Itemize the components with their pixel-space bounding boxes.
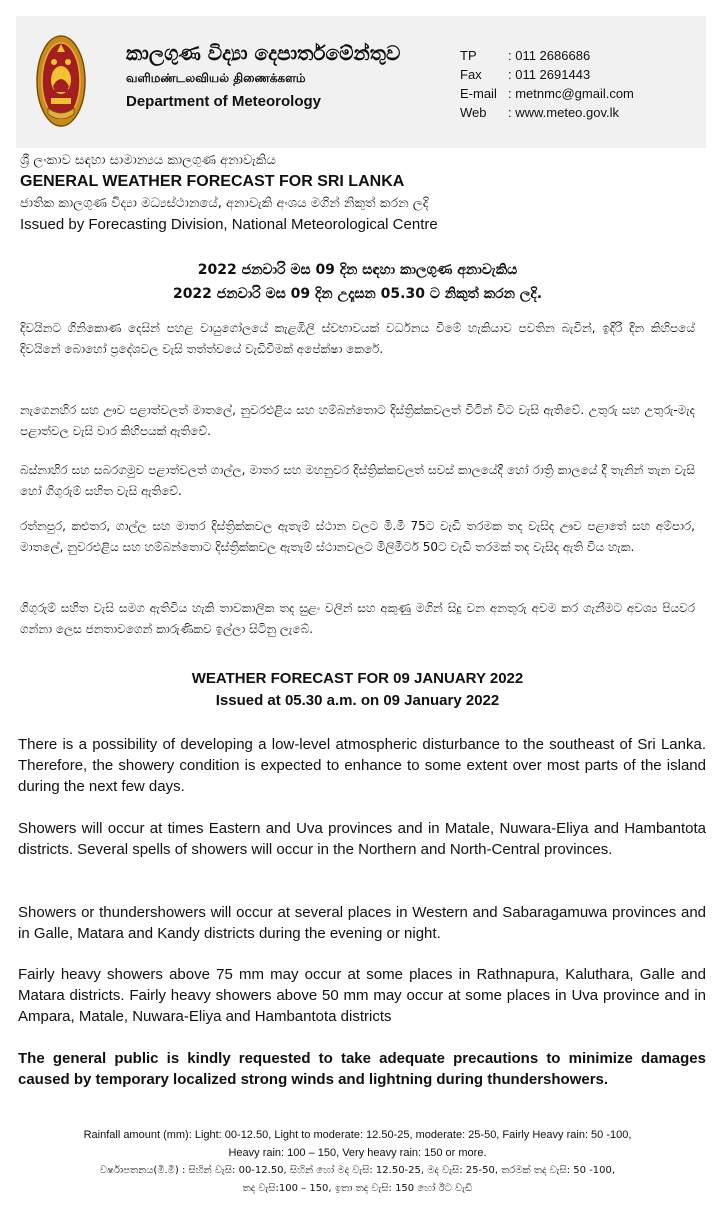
agency-name-tamil: வளிமண்டலவியல் திணைக்களம் — [126, 71, 306, 85]
issuer-sinhala: ජාතික කාලගුණ විද්‍යා මධ්‍යස්ථානයේ, අනාවැකි අංශය මගින් නිකුත් කරන ලදි — [20, 196, 429, 211]
rainfall-legend — [20, 1126, 695, 1198]
english-paragraph-4: Fairly heavy showers above 75 mm may occur at some places in Rathnapura, Kaluthara, Galle and Matara districts. Fairly heavy showers above 50 mm may occur at some places in Uva province and in Ampara, Matale, Nuwara-Eliya and Hambantota districts — [18, 966, 706, 1025]
english-forecast-heading — [20, 668, 695, 712]
letterhead — [16, 16, 706, 148]
contact-label: TP — [460, 48, 477, 63]
title-sinhala: ශ්‍රී ලංකාව සඳහා සාමාන්‍යය කාලගුණ අනාවැකිය — [20, 153, 276, 168]
rainfall-legend-english-1: Rainfall amount (mm): Light: 00-12.50, Light to moderate: 12.50-25, moderate: 25-50, Fairly Heavy rain: 50 -100, — [83, 1129, 632, 1141]
sinhala-paragraph-3: බස්නාහිර සහ සබරගමුව පළාත්වලත් ගාල්ල, මාතර සහ මහනුවර දිස්ත්‍රික්කවලත් සවස් කාලයේදී හෝ රාත්‍රි කාලයේ දී තැනින් තැන වැසි හෝ ගිගුරුම් සහිත වැසි ඇතිවේ. — [20, 463, 695, 498]
sinhala-paragraph-4: රත්නපුර, කළුතර, ගාල්ල සහ මාතර දිස්ත්‍රික්කවල ඇතැම් ස්ථාන වලට මි.මී 75ට වැඩි තරමක තද වැසිද ඌව පළාතේ සහ අම්පාර, මාතලේ, නුවරඑළිය සහ හම්බන්තොට දිස්ත්‍රික්කවල ඇතැම් ස්ථානවලට මිලිමීටර් 50ට වැඩි තරමක් තද වැසිද ඇති විය හැක. — [20, 519, 695, 554]
rainfall-legend-english-2: Heavy rain: 100 – 150, Very heavy rain: 150 or more. — [228, 1147, 487, 1159]
english-heading-issued: Issued at 05.30 a.m. on 09 January 2022 — [215, 692, 500, 709]
title-english: GENERAL WEATHER FORECAST FOR SRI LANKA — [20, 173, 405, 190]
contact-row-web — [460, 103, 634, 122]
sri-lanka-emblem-icon — [36, 34, 86, 128]
agency-name-sinhala: කාලගුණ විද්‍යා දෙපාර්තමේන්තුව — [126, 41, 401, 65]
phone-number: : 011 2686686 — [508, 48, 591, 63]
contact-label: E-mail — [460, 86, 497, 101]
contact-row-fax — [460, 65, 634, 84]
document-title-block — [20, 150, 700, 236]
contact-label: Fax — [460, 67, 482, 82]
sinhala-paragraph-1: දිවයිනට ගිනිකොණ දෙසින් පහළ වායුගෝලයේ කැළඹිලි ස්වභාවයක් වර්ධනය වීමේ හැකියාව පවතින බැවින්, ඉදිරි දින කිහිපයේ දිවයිනේ බොහෝ ප්‍රදේශවල වැසි තත්ත්වයේ වැඩිවීමක් අපේක්ෂා කෙරේ. — [20, 321, 695, 356]
sinhala-date-line-1: 2022 ජනවාරි මස 09 දින සඳහා කාලගුණ අනාවැකිය — [197, 262, 518, 278]
issuer-english: Issued by Forecasting Division, National Meteorological Centre — [20, 216, 438, 233]
sinhala-forecast-date — [20, 258, 695, 306]
sinhala-date-line-2: 2022 ජනවාරි මස 09 දින උදෑසන 05.30 ට නිකුත් කරන ලදි. — [172, 286, 543, 302]
contact-details — [460, 46, 634, 122]
rainfall-legend-sinhala-1: වර්ෂාපතනය(මි.මී) : සිහින් වැසි: 00-12.50, සිහින් හෝ මද වැසි: 12.50-25, මද වැසි: 25-50, තරමක් තද වැසි: 50 -100, — [99, 1165, 616, 1176]
fax-number: : 011 2691443 — [508, 67, 591, 82]
rainfall-legend-sinhala-2: තද වැසි:100 – 150, ඉතා තද වැසි: 150 හෝ ඊට වැඩි — [242, 1183, 473, 1194]
sinhala-warning-paragraph: ගිගුරුම් සහිත වැසි සමග ඇතිවිය හැකි තාවකාලික තද සුළං වලින් සහ අකුණු මගින් සිදු වන අනතුරු අවම කර ගැනීමට අවශ්‍ය පියවර ගන්නා ලෙස ජනතාවගෙන් කාරුණිකව ඉල්ලා සිටිනු ලැබේ. — [20, 601, 695, 636]
sinhala-paragraph-2: නැගෙනහිර සහ ඌව පළාත්වලත් මාතලේ, නුවරඑළිය සහ හම්බන්තොට දිස්ත්‍රික්කවලත් විටින් විට වැසි ඇතිවේ. උතුරු සහ උතුරු-මැද පළාත්වල වැසි වාර කිහිපයක් ඇතිවේ. — [20, 403, 695, 438]
english-heading-date: WEATHER FORECAST FOR 09 JANUARY 2022 — [191, 670, 524, 687]
website-address: : www.meteo.gov.lk — [508, 105, 620, 120]
english-paragraph-1: There is a possibility of developing a low-level atmospheric disturbance to the southeast of Sri Lanka. Therefore, the showery condition is expected to enhance to some extent over most parts of the island during the next few days. — [18, 736, 706, 795]
contact-label: Web — [460, 105, 487, 120]
email-address: : metnmc@gmail.com — [508, 86, 634, 101]
agency-name-english: Department of Meteorology — [126, 93, 322, 110]
english-warning-paragraph: The general public is kindly requested to take adequate precautions to minimize damages caused by temporary localized strong winds and lightning during thundershowers. — [18, 1050, 706, 1088]
english-paragraph-2: Showers will occur at times Eastern and Uva provinces and in Matale, Nuwara-Eliya and Hambantota districts. Several spells of showers will occur in the Northern and North-Central provinces. — [18, 820, 706, 858]
english-paragraph-3: Showers or thundershowers will occur at several places in Western and Sabaragamuwa provinces and in Galle, Matara and Kandy districts during the evening or night. — [18, 904, 706, 942]
contact-row-email — [460, 84, 634, 103]
contact-row-tp — [460, 46, 634, 65]
